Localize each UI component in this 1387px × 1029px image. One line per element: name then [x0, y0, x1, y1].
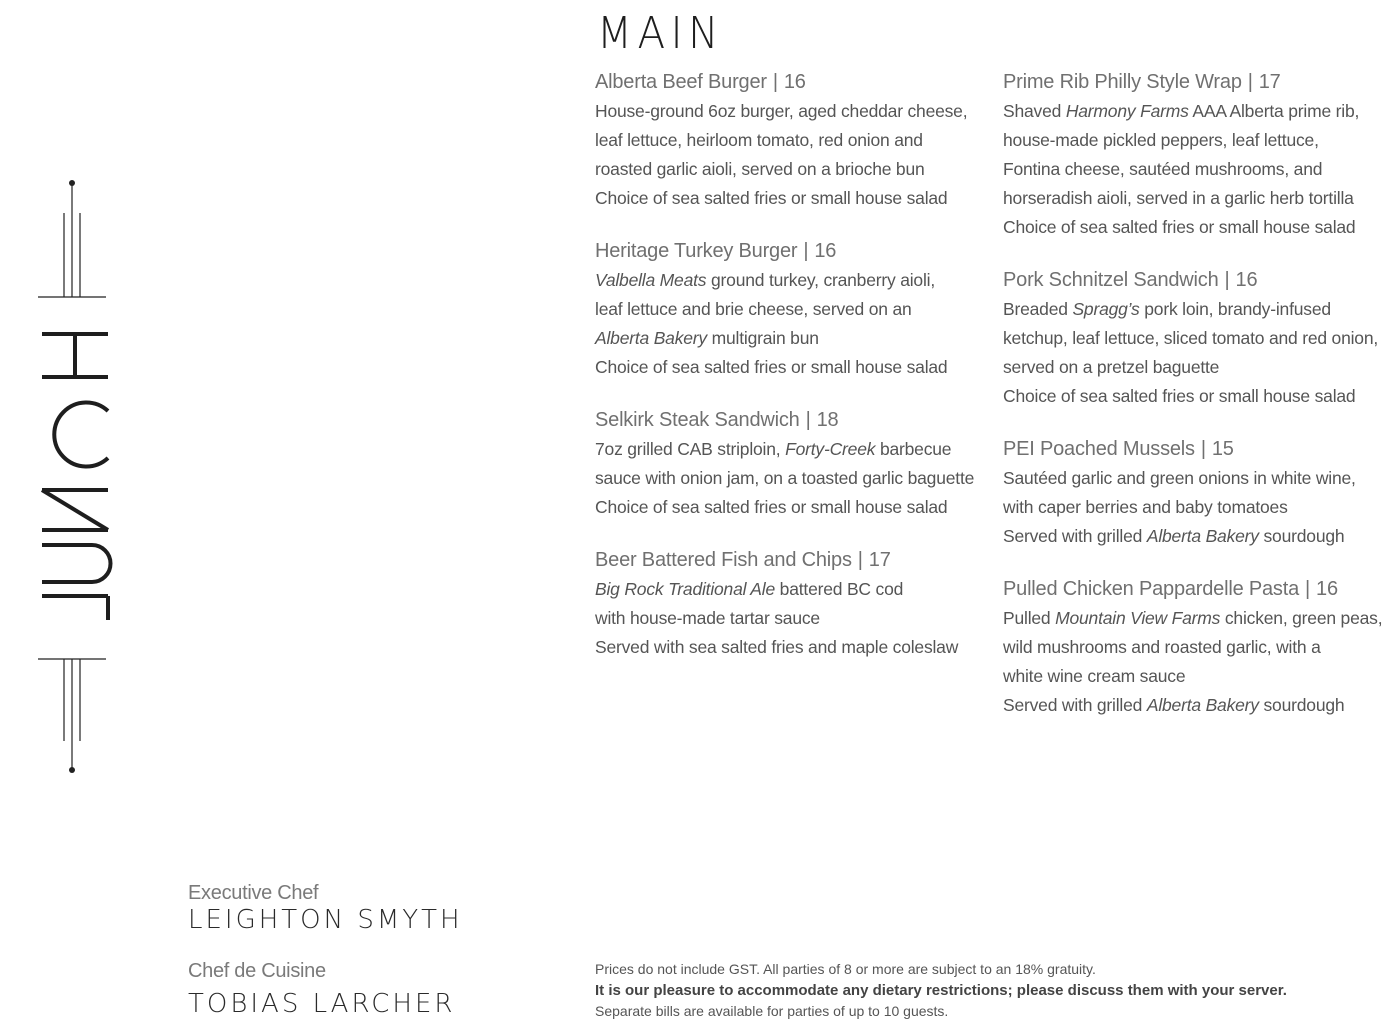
description-text: pork loin, brandy-infused	[1139, 299, 1331, 319]
supplier-name: Alberta Bakery	[1146, 695, 1259, 715]
menu-item-title	[1003, 575, 1383, 604]
menu-item-price: 16	[1235, 269, 1258, 291]
price-separator: |	[857, 549, 863, 571]
price-separator: |	[1224, 269, 1230, 291]
menu-item-description-line	[1003, 126, 1383, 155]
chef-de-cuisine-name: TOBIAS LARCHER	[188, 989, 456, 1019]
description-text: leaf lettuce, heirloom tomato, red onion and	[595, 130, 923, 150]
menu-column-right	[1003, 68, 1383, 744]
description-text: Served with grilled	[1003, 695, 1147, 715]
description-text: house-made pickled peppers, leaf lettuce,	[1003, 130, 1319, 150]
menu-item-description-line	[595, 633, 975, 662]
menu-item-description-line	[1003, 493, 1383, 522]
description-text: white wine cream sauce	[1003, 666, 1186, 686]
description-text: Choice of sea salted fries or small house salad	[1003, 386, 1356, 406]
menu-item-name: Pork Schnitzel Sandwich	[1003, 269, 1219, 291]
menu-item-description-line	[595, 126, 975, 155]
menu-item-name: Heritage Turkey Burger	[595, 240, 798, 262]
description-text: roasted garlic aioli, served on a brioche bun	[595, 159, 925, 179]
menu-item-description-line	[1003, 353, 1383, 382]
description-text: leaf lettuce and brie cheese, served on an	[595, 299, 912, 319]
chef-de-cuisine-role: Chef de Cuisine	[188, 960, 326, 982]
menu-item-title	[595, 237, 975, 266]
menu-item-name: Selkirk Steak Sandwich	[595, 409, 800, 431]
menu-item-description-line	[1003, 184, 1383, 213]
price-separator: |	[1305, 578, 1311, 600]
menu-item-description-line	[595, 97, 975, 126]
menu-item-description-line	[1003, 464, 1383, 493]
price-separator: |	[1247, 71, 1253, 93]
menu-item-description-line	[1003, 382, 1383, 411]
menu-item-description-line	[595, 604, 975, 633]
menu-item-name: Beer Battered Fish and Chips	[595, 549, 852, 571]
menu-item-description-line	[595, 575, 975, 604]
supplier-name: Valbella Meats	[595, 270, 707, 290]
menu-item-description-line	[1003, 662, 1383, 691]
description-text: Sautéed garlic and green onions in white wine,	[1003, 468, 1356, 488]
description-text: Served with grilled	[1003, 526, 1147, 546]
description-text: battered BC cod	[775, 579, 904, 599]
price-separator: |	[803, 240, 809, 262]
menu-item-price: 16	[783, 71, 806, 93]
description-text: Fontina cheese, sautéed mushrooms, and	[1003, 159, 1323, 179]
separate-bills-note: Separate bills are available for parties of up to 10 guests.	[595, 1003, 949, 1019]
menu-item-description-line	[1003, 633, 1383, 662]
supplier-name: Harmony Farms	[1065, 101, 1189, 121]
menu-item	[595, 406, 975, 522]
menu-item	[1003, 575, 1383, 720]
menu-item-name: Alberta Beef Burger	[595, 71, 767, 93]
menu-item-title	[595, 68, 975, 97]
description-text: with caper berries and baby tomatoes	[1003, 497, 1288, 517]
description-text: Pulled	[1003, 608, 1056, 628]
menu-item-name: Prime Rib Philly Style Wrap	[1003, 71, 1242, 93]
menu-item-description-line	[595, 184, 975, 213]
menu-item-description-line	[595, 435, 975, 464]
description-text: ground turkey, cranberry aioli,	[706, 270, 936, 290]
description-text: multigrain bun	[706, 328, 819, 348]
menu-item-title	[595, 406, 975, 435]
supplier-name: Alberta Bakery	[1146, 526, 1259, 546]
menu-item	[595, 546, 975, 662]
description-text: sourdough	[1258, 695, 1345, 715]
menu-item-description-line	[1003, 324, 1383, 353]
price-separator: |	[805, 409, 811, 431]
menu-notes	[595, 959, 1287, 1022]
menu-item-description-line	[595, 324, 975, 353]
description-text: AAA Alberta prime rib,	[1188, 101, 1360, 121]
menu-item-price: 15	[1211, 438, 1234, 460]
description-text: chicken, green peas,	[1220, 608, 1383, 628]
menu-item-price: 16	[1316, 578, 1338, 600]
menu-item-title	[1003, 266, 1383, 295]
menu-item-description-line	[595, 493, 975, 522]
description-text: Choice of sea salted fries or small house salad	[595, 357, 948, 377]
price-separator: |	[1200, 438, 1206, 460]
description-text: barbecue	[875, 439, 952, 459]
description-text: 7oz grilled CAB striploin,	[595, 439, 786, 459]
menu-item-description-line	[595, 266, 975, 295]
description-text: Breaded	[1003, 299, 1073, 319]
description-text: with house-made tartar sauce	[595, 608, 820, 628]
description-text: horseradish aioli, served in a garlic herb tortilla	[1003, 188, 1354, 208]
description-text: Choice of sea salted fries or small house salad	[595, 188, 948, 208]
menu-item-price: 16	[814, 240, 837, 262]
menu-item-description-line	[595, 295, 975, 324]
executive-chef-role: Executive Chef	[188, 882, 319, 904]
menu-item-price: 18	[816, 409, 839, 431]
description-text: sauce with onion jam, on a toasted garlic baguette	[595, 468, 975, 488]
description-text: ketchup, leaf lettuce, sliced tomato and red onion,	[1003, 328, 1379, 348]
menu-item	[595, 237, 975, 382]
section-title: MAIN	[597, 8, 724, 59]
menu-item-description-line	[595, 464, 975, 493]
menu-item-price: 17	[868, 549, 891, 571]
dietary-note: It is our pleasure to accommodate any dietary restrictions; please discuss them with your server.	[595, 982, 1287, 999]
lunch-vertical-title	[38, 330, 113, 625]
menu-item-name: PEI Poached Mussels	[1003, 438, 1195, 460]
supplier-name: Forty-Creek	[785, 439, 876, 459]
description-text: Choice of sea salted fries or small house salad	[1003, 217, 1356, 237]
menu-item-description-line	[1003, 213, 1383, 242]
description-text: served on a pretzel baguette	[1003, 357, 1220, 377]
gst-gratuity-note: Prices do not include GST. All parties of 8 or more are subject to an 18% gratuity.	[595, 961, 1096, 977]
menu-item-description-line	[1003, 155, 1383, 184]
menu-item-title	[1003, 435, 1383, 464]
executive-chef-name: LEIGHTON SMYTH	[188, 905, 463, 935]
price-separator: |	[772, 71, 778, 93]
supplier-name: Alberta Bakery	[595, 328, 707, 348]
menu-item	[1003, 435, 1383, 551]
menu-item-description-line	[1003, 97, 1383, 126]
menu-item	[595, 68, 975, 213]
menu-item-description-line	[595, 353, 975, 382]
supplier-name: Spragg’s	[1072, 299, 1140, 319]
menu-item-description-line	[1003, 522, 1383, 551]
description-text: sourdough	[1258, 526, 1345, 546]
description-text: Shaved	[1003, 101, 1066, 121]
menu-item-description-line	[595, 155, 975, 184]
menu-item-name: Pulled Chicken Pappardelle Pasta	[1003, 578, 1300, 600]
supplier-name: Big Rock Traditional Ale	[595, 579, 776, 599]
menu-item	[1003, 68, 1383, 242]
menu-column-left	[595, 68, 975, 686]
menu-item-description-line	[1003, 604, 1383, 633]
menu-item	[1003, 266, 1383, 411]
menu-item-description-line	[1003, 295, 1383, 324]
supplier-name: Mountain View Farms	[1055, 608, 1221, 628]
description-text: Choice of sea salted fries or small house salad	[595, 497, 948, 517]
menu-item-price: 17	[1258, 71, 1281, 93]
lunch-letterforms-icon	[38, 330, 113, 625]
menu-item-title	[1003, 68, 1383, 97]
menu-item-description-line	[1003, 691, 1383, 720]
menu-item-title	[595, 546, 975, 575]
description-text: House-ground 6oz burger, aged cheddar cheese,	[595, 101, 968, 121]
description-text: Served with sea salted fries and maple coleslaw	[595, 637, 959, 657]
description-text: wild mushrooms and roasted garlic, with a	[1003, 637, 1321, 657]
